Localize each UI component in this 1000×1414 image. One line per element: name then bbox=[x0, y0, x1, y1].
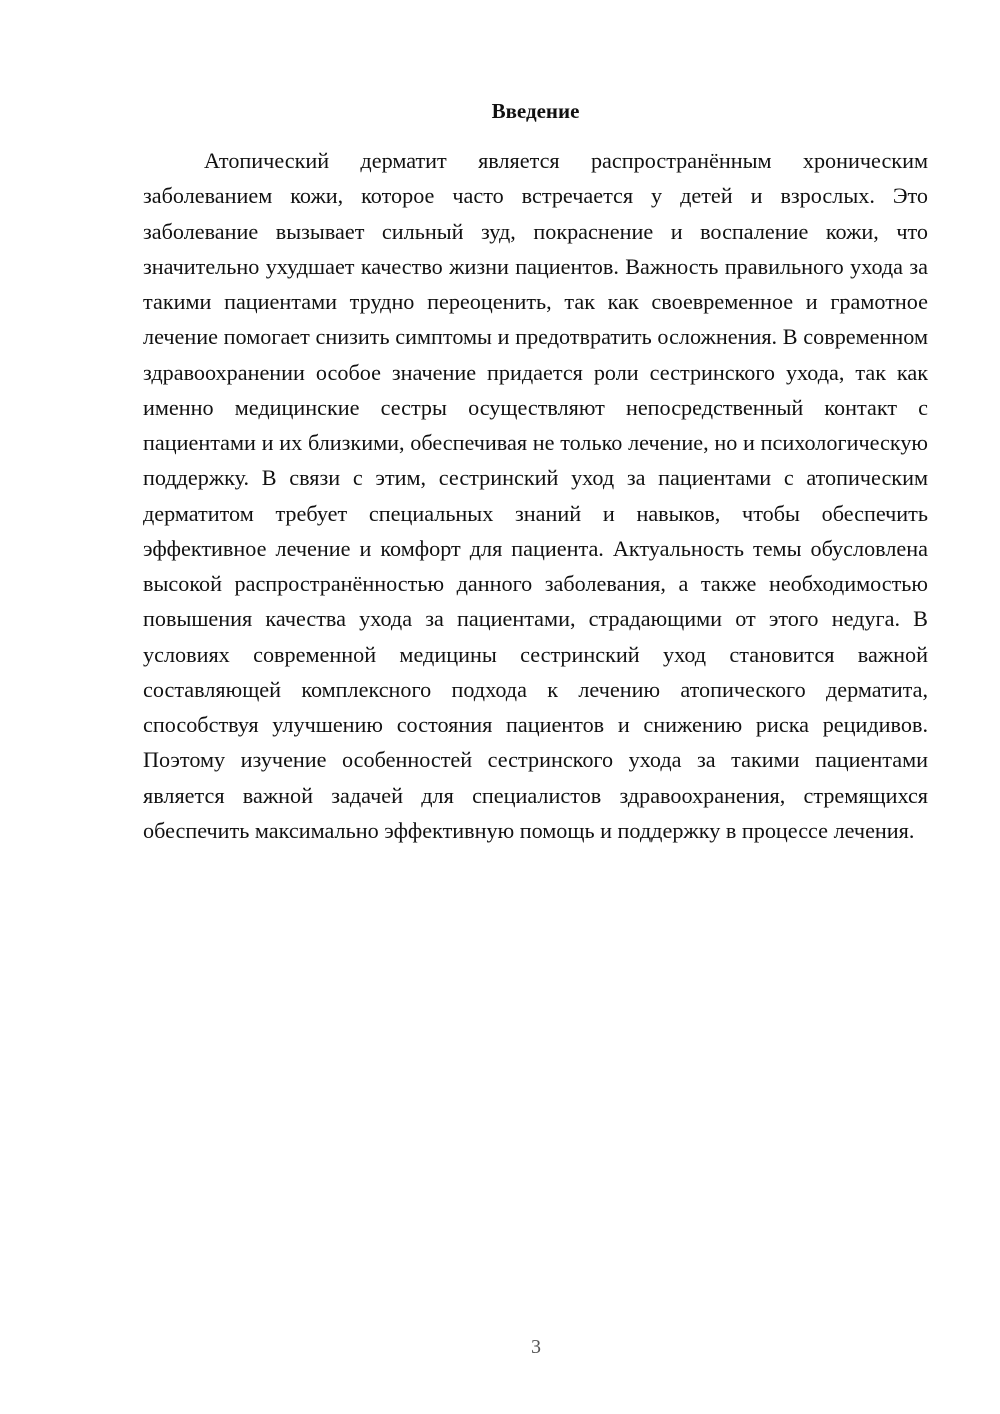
page-number: 3 bbox=[531, 1336, 541, 1358]
section-heading: Введение bbox=[491, 99, 580, 123]
intro-paragraph: Атопический дерматит является распространённым хроническим заболеванием кожи, которое часто встречается у детей и взрослых. Это заболевание вызывает сильный зуд, покраснение и воспаление кожи, что значительно ухудшает качество жизни пациентов. Важность правильного ухода за такими пациентами трудно переоценить, так как своевременное и грамотное лечение помогает снизить симптомы и предотвратить осложнения. В современном здравоохранении особое значение придается роли сестринского ухода, так как именно медицинские сестры осуществляют непосредственный контакт с пациентами и их близкими, обеспечивая не только лечение, но и психологическую поддержку. В связи с этим, сестринский уход за пациентами с атопическим дерматитом требует специальных знаний и навыков, чтобы обеспечить эффективное лечение и комфорт для пациента. Актуальность темы обусловлена высокой распространённостью данного заболевания, а также необходимостью повышения качества ухода за пациентами, страдающими от этого недуга. В условиях современной медицины сестринский уход становится важной составляющей комплексного подхода к лечению атопического дерматита, способствуя улучшению состояния пациентов и снижению риска рецидивов. Поэтому изучение особенностей сестринского ухода за такими пациентами является важной задачей для специалистов здравоохранения, стремящихся обеспечить максимально эффективную помощь и поддержку в процессе лечения. bbox=[143, 148, 928, 843]
